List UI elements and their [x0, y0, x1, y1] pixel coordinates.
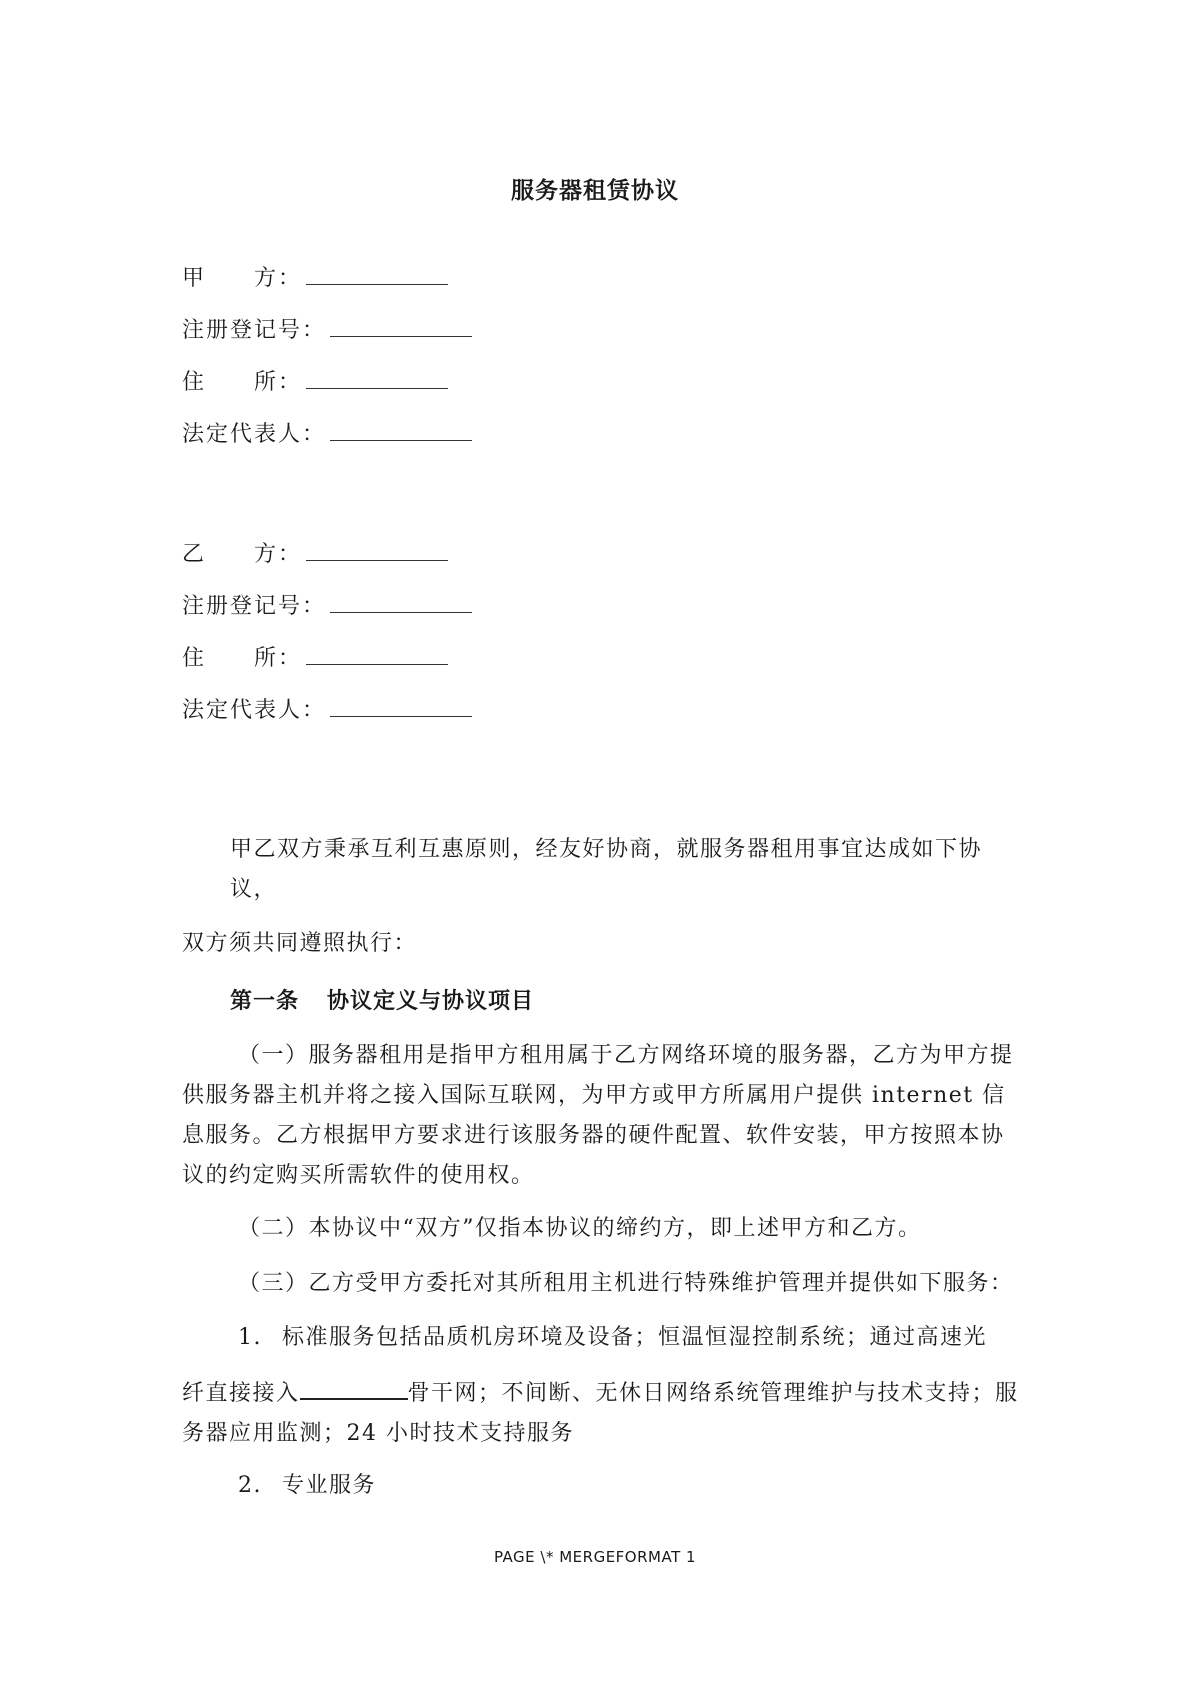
item-1-text: 标准服务包括品质机房环境及设备；恒温恒湿控制系统；通过高速光 — [282, 1325, 988, 1350]
item-1-text-part-b: 骨干网；不间断、无休日网络系统管理维护与技术支持；服务器应用监测；24 小时技术支持服务 — [182, 1381, 1019, 1446]
party-a-rep-field — [182, 418, 472, 450]
clause-3: （三）乙方受甲方委托对其所租用主机进行特殊维护管理并提供如下服务： — [238, 1271, 1014, 1296]
item-2 — [238, 1466, 1020, 1506]
party-a-address-blank — [306, 366, 448, 389]
party-b-reg-field — [182, 590, 472, 622]
item-1-text-part-a: 纤直接接入 — [182, 1381, 300, 1406]
intro-continuation: 双方须共同遵照执行： — [182, 931, 418, 956]
article-1-heading — [230, 984, 534, 1015]
party-a-address-field — [182, 366, 448, 398]
party-b-address-label: 住 所： — [182, 646, 303, 671]
document-title: 服务器租赁协议 — [511, 177, 679, 204]
party-b-rep-label: 法定代表人： — [182, 698, 327, 723]
party-a-reg-label: 注册登记号： — [182, 318, 327, 343]
party-a-reg-blank — [330, 314, 472, 337]
item-1-number: 1. — [238, 1325, 262, 1350]
page-footer: PAGE \* MERGEFORMAT 1 — [493, 1548, 697, 1566]
party-a-label: 甲 方： — [182, 266, 303, 291]
party-a-rep-label: 法定代表人： — [182, 422, 327, 447]
article-1-number: 第一条 — [230, 988, 300, 1014]
party-b-label: 乙 方： — [182, 542, 303, 567]
party-a-reg-field — [182, 314, 472, 346]
item-1-continuation — [182, 1374, 1020, 1454]
item-1-blank — [300, 1376, 408, 1400]
party-a-blank — [306, 262, 448, 285]
party-b-address-field — [182, 642, 448, 674]
party-a-rep-blank — [330, 418, 472, 441]
party-b-address-blank — [306, 642, 448, 665]
party-a-address-label: 住 所： — [182, 370, 303, 395]
clause-2: （二）本协议中“双方”仅指本协议的缔约方，即上述甲方和乙方。 — [238, 1216, 922, 1241]
party-b-field — [182, 538, 448, 570]
party-b-reg-label: 注册登记号： — [182, 594, 327, 619]
item-2-text: 专业服务 — [282, 1473, 377, 1498]
item-2-number: 2. — [238, 1473, 262, 1498]
party-b-rep-field — [182, 694, 472, 726]
party-b-rep-blank — [330, 694, 472, 717]
party-b-reg-blank — [330, 590, 472, 613]
clause-1: （一）服务器租用是指甲方租用属于乙方网络环境的服务器，乙方为甲方提供服务器主机并将之接入国际互联网，为甲方或甲方所属用户提供 internet 信息服务。乙方根据甲方要求进行该服务器的硬件配置、软件安装，甲方按照本协议的约定购买所需软件的使用权。 — [182, 1043, 1014, 1188]
party-b-blank — [306, 538, 448, 561]
item-1-first-line — [238, 1318, 1020, 1358]
party-a-field — [182, 262, 448, 294]
intro-paragraph: 甲乙双方秉承互利互惠原则，经友好协商，就服务器租用事宜达成如下协议， — [230, 837, 983, 902]
article-1-title: 协议定义与协议项目 — [327, 988, 535, 1014]
